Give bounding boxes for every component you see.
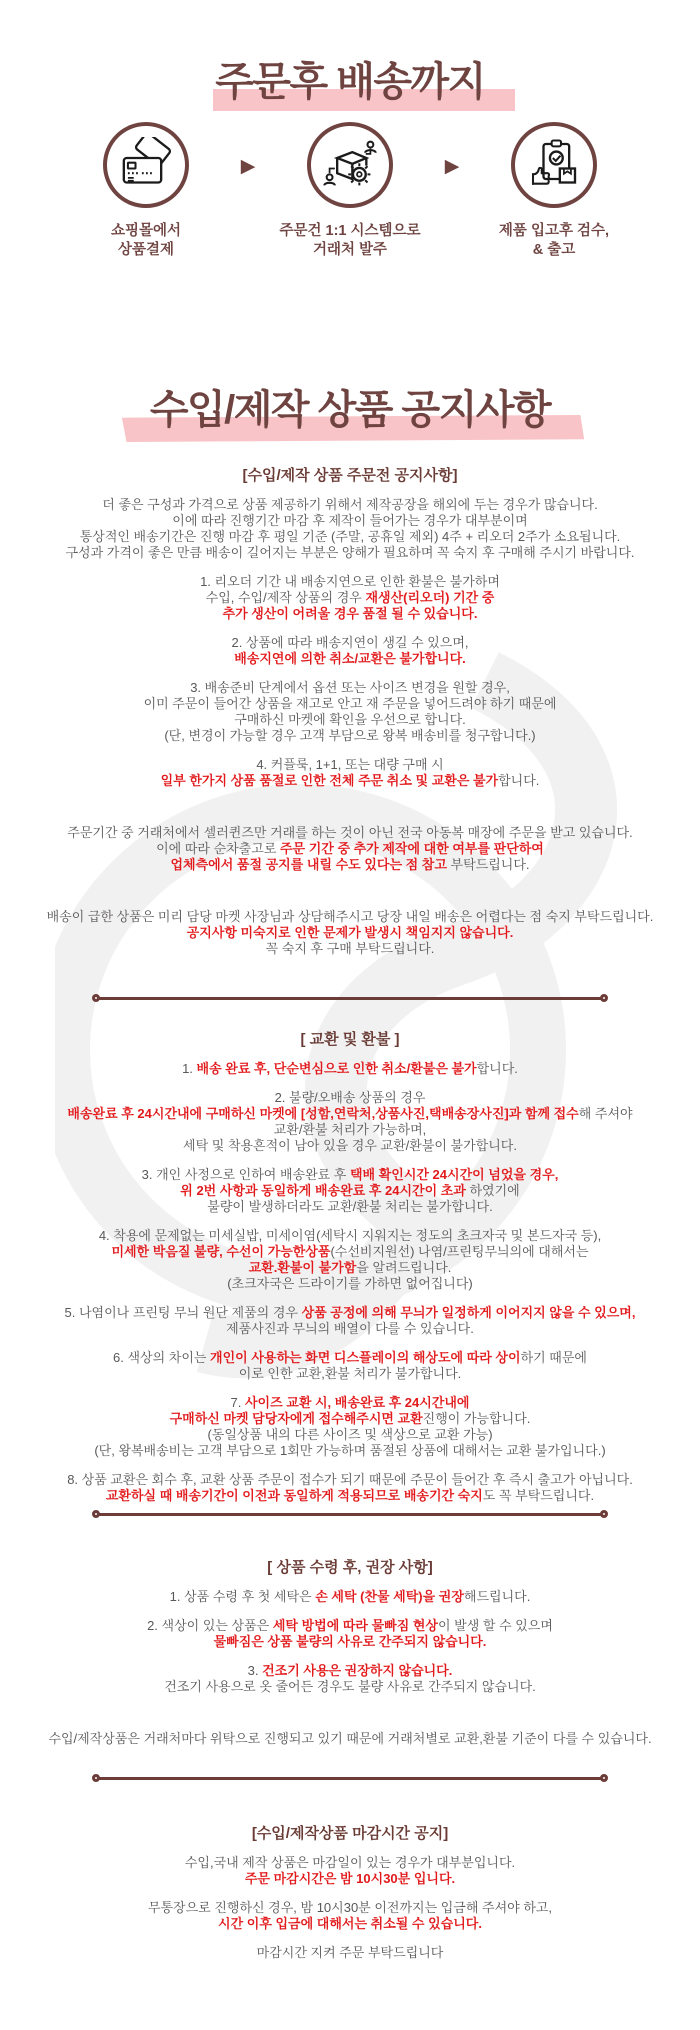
step-label-line: 쇼핑몰에서 [110, 223, 182, 239]
text-segment: 배송지연에 의한 취소/교환은 불가합니다. [234, 651, 466, 666]
notice-line [20, 757, 680, 773]
notice-line [20, 680, 680, 696]
notice-block [20, 1855, 680, 1887]
notice-line [20, 1855, 680, 1871]
section-divider [92, 1774, 608, 1782]
notice-line [20, 1366, 680, 1382]
text-segment: 해드립니다. [463, 1589, 531, 1604]
notice-block [20, 825, 680, 873]
text-segment: (동일상품 내의 다른 사이즈 및 색상으로 교환 가능) [207, 1427, 493, 1442]
arrow-right-icon: ▶ [240, 156, 256, 177]
divider-line [98, 997, 602, 1000]
text-segment: 주문 마감시간은 밤 10시30분 입니다. [244, 1871, 456, 1886]
text-segment: 불량이 발생하더라도 교환/환불 처리는 불가합니다. [207, 1199, 493, 1214]
step-label-line: 제품 입고후 검수, [498, 223, 610, 239]
notice-block [20, 635, 680, 667]
divider-line [98, 1513, 602, 1516]
step-label-line: 상품결제 [117, 242, 175, 258]
notice-line [20, 635, 680, 651]
section-preorder-notice [20, 468, 680, 957]
notice-block [20, 1618, 680, 1650]
text-segment: 공지사항 미숙지로 인한 문제가 발생시 책임지지 않습니다. [186, 925, 514, 940]
notice-line [20, 574, 680, 590]
text-segment: 건조기 사용으로 옷 줄어든 경우도 불량 사유로 간주되지 않습니다. [164, 1679, 536, 1694]
text-segment: 이에 따라 진행기간 마감 후 제작이 들어가는 경우가 대부분이며 [172, 513, 528, 528]
text-segment: 3. [247, 1663, 263, 1678]
text-segment: 상품 공정에 의해 무늬가 일정하게 이어지지 않을 수 있으며, [301, 1305, 636, 1320]
text-segment: 제품사진과 무늬의 배열이 다를 수 있습니다. [226, 1321, 474, 1336]
section-header: [ 상품 수령 후, 권장 사항] [267, 1559, 433, 1576]
text-segment: 3. 개인 사정으로 인하여 배송완료 후 [141, 1167, 350, 1182]
text-segment: 시간 이후 입금에 대해서는 취소될 수 있습니다. [218, 1916, 482, 1931]
text-segment: 2. 상품에 따라 배송지연이 생길 수 있으며, [231, 635, 469, 650]
notice-line [20, 1871, 680, 1887]
step-label-line: 거래처 발주 [312, 242, 388, 258]
notice-line [20, 1411, 680, 1427]
text-segment: 꼭 숙지 후 구매 부탁드립니다. [265, 941, 435, 956]
notice-line [20, 925, 680, 941]
notice-title: 수입/제작 상품 공지사항 [150, 378, 550, 435]
text-segment: 재생산(리오더) 기간 중 [365, 590, 495, 605]
process-header [0, 50, 700, 107]
text-segment: 배송이 급한 상품은 미리 담당 마켓 사장님과 상담해주시고 당장 내일 배송은 어렵다는 점 숙지 부탁드립니다. [46, 909, 654, 924]
notice-line [20, 1900, 680, 1916]
notice-line [20, 1589, 680, 1605]
text-segment: 주문 기간 중 추가 제작에 대한 여부를 판단하여 [279, 841, 544, 856]
notice-line [20, 1090, 680, 1106]
notice-block [20, 1900, 680, 1932]
notice-line [20, 529, 680, 545]
notice-block [20, 1305, 680, 1337]
notice-block [20, 1945, 680, 1961]
notice-line [20, 1395, 680, 1411]
process-title: 주문후 배송까지 [215, 50, 485, 107]
text-segment: 5. 나염이나 프린팅 무늬 원단 제품의 경우 [64, 1305, 302, 1320]
notice-line [20, 545, 680, 561]
text-segment: 1. 상품 수령 후 첫 세탁은 [169, 1589, 316, 1604]
notice-block [20, 1061, 680, 1077]
notice-block [20, 1663, 680, 1695]
process-steps [0, 122, 700, 260]
text-segment: 마감시간 지켜 주문 부탁드립니다 [256, 1945, 444, 1960]
text-segment: 교환.환불이 불가함 [248, 1260, 357, 1275]
notice-line [20, 1488, 680, 1504]
text-segment: 물빠짐은 상품 불량의 사유로 간주되지 않습니다. [213, 1634, 487, 1649]
divider-dot [600, 1774, 608, 1782]
text-segment: 합니다. [476, 1061, 518, 1076]
section-header: [수입/제작상품 마감시간 공지] [251, 1825, 449, 1842]
payment-cards-icon [103, 122, 189, 208]
notice-line [20, 1945, 680, 1961]
notice-line [20, 773, 680, 789]
text-segment: 진행이 가능합니다. [422, 1411, 531, 1426]
text-segment: 2. 불량/오배송 상품의 경우 [274, 1090, 426, 1105]
notice-line [20, 1122, 680, 1138]
text-segment: (단, 변경이 가능할 경우 고객 부담으로 왕복 배송비를 청구합니다.) [164, 728, 536, 743]
notice-line [20, 1427, 680, 1443]
text-segment: (단, 왕복배송비는 고객 부담으로 1회만 가능하며 품절된 상품에 대해서는 교환 불가입니다.) [94, 1443, 606, 1458]
text-segment: 수입/제작상품은 거래처마다 위탁으로 진행되고 있기 때문에 거래처별로 교환,환불 기준이 다를 수 있습니다. [48, 1731, 652, 1746]
text-segment: 더 좋은 구성과 가격으로 상품 제공하기 위해서 제작공장을 해외에 두는 경우가 많습니다. [102, 497, 598, 512]
text-segment: 3. 배송준비 단계에서 옵션 또는 사이즈 변경을 원할 경우, [190, 680, 510, 695]
notice-line [20, 590, 680, 606]
notice-line [20, 1634, 680, 1650]
text-segment: 세탁 및 착용흔적이 남아 있을 경우 교환/환불이 불가합니다. [183, 1138, 517, 1153]
text-segment: 이에 따라 순차출고로 [156, 841, 280, 856]
notice-line [20, 1138, 680, 1154]
notice-line [20, 1276, 680, 1292]
text-segment: 해 주셔야 [578, 1106, 633, 1121]
section-header: [ 교환 및 환불 ] [300, 1031, 400, 1048]
text-segment: 택배 확인시간 24시간이 넘었을 경우, [349, 1167, 559, 1182]
text-segment: 1. [182, 1061, 197, 1076]
notice-block [20, 1228, 680, 1292]
text-segment: 8. 상품 교환은 회수 후, 교환 상품 주문이 접수가 되기 때문에 주문이 들어간 후 즉시 출고가 아닙니다. [67, 1472, 633, 1487]
notice-line [20, 712, 680, 728]
notice-line [20, 1443, 680, 1459]
text-segment: 을 알려드립니다. [356, 1260, 452, 1275]
notice-line [20, 841, 680, 857]
notice-line [20, 1199, 680, 1215]
notice-block [20, 1731, 680, 1747]
notice-line [20, 513, 680, 529]
text-segment: 7. [230, 1395, 245, 1410]
divider-line [98, 1777, 602, 1780]
notice-header [0, 378, 700, 435]
inspection-shipping-icon [511, 122, 597, 208]
notice-block [20, 909, 680, 957]
notice-block [20, 1090, 680, 1154]
text-segment: 주문기간 중 거래처에서 셀러퀸즈만 거래를 하는 것이 아닌 전국 아동복 매장에 주문을 받고 있습니다. [67, 825, 633, 840]
section-exchange-refund [20, 1032, 680, 1504]
notice-line [20, 1618, 680, 1634]
notice-line [20, 696, 680, 712]
notice-line [20, 1472, 680, 1488]
text-segment: 배송 완료 후, 단순변심으로 인한 취소/환불은 불가 [196, 1061, 477, 1076]
text-segment: 합니다. [498, 773, 540, 788]
notice-line [20, 825, 680, 841]
text-segment: 교환/환불 처리가 가능하며, [273, 1122, 427, 1137]
notice-line [20, 1916, 680, 1932]
text-segment: 무통장으로 진행하신 경우, 밤 10시30분 이전까지는 입금해 주셔야 하고, [147, 1900, 553, 1915]
step-label [261, 222, 439, 260]
process-step-inspection [465, 122, 643, 260]
text-segment: 수입,국내 제작 상품은 마감일이 있는 경우가 대부분입니다. [184, 1855, 516, 1870]
text-segment: 이로 인한 교환,환불 처리가 불가합니다. [238, 1366, 462, 1381]
section-deadline-notice [20, 1826, 680, 1961]
text-segment: 부탁드립니다. [446, 857, 530, 872]
text-segment: 하였기에 [465, 1183, 520, 1198]
order-system-icon [307, 122, 393, 208]
notice-block [20, 680, 680, 744]
divider-dot [600, 1510, 608, 1518]
notice-line [20, 1321, 680, 1337]
notice-line [20, 1731, 680, 1747]
text-segment: 6. 색상의 차이는 [113, 1350, 211, 1365]
notice-block [20, 1589, 680, 1605]
text-segment: 개인이 사용하는 화면 디스플레이의 해상도에 따라 상이 [210, 1350, 521, 1365]
notice-block [20, 1350, 680, 1382]
step-label-line: & 출고 [532, 242, 576, 258]
notice-block [20, 497, 680, 561]
notice-line [20, 941, 680, 957]
text-segment: 4. 착용에 문제없는 미세실밥, 미세이염(세탁시 지워지는 정도의 초크자국 및 본드자국 등), [98, 1228, 602, 1243]
notice-block [20, 757, 680, 789]
text-segment: 구성과 가격이 좋은 만큼 배송이 길어지는 부분은 양해가 필요하며 꼭 숙지 후 구매해 주시기 바랍니다. [65, 545, 635, 560]
notice-block [20, 1167, 680, 1215]
text-segment: 위 2번 사항과 동일하게 배송완료 후 24시간이 초과 [180, 1183, 466, 1198]
notice-line [20, 1061, 680, 1077]
step-label [57, 222, 235, 260]
arrow-right-icon: ▶ [444, 156, 460, 177]
text-segment: 건조기 사용은 권장하지 않습니다. [262, 1663, 453, 1678]
text-segment: 교환하실 때 배송기간이 이전과 동일하게 적용되므로 배송기간 숙지 [105, 1488, 483, 1503]
text-segment: (초크자국은 드라이기를 가하면 없어집니다) [227, 1276, 473, 1291]
notice-line [20, 1663, 680, 1679]
text-segment: 도 꼭 부탁드립니다. [482, 1488, 595, 1503]
section-header: [수입/제작 상품 주문전 공지사항] [242, 467, 458, 484]
notice-line [20, 1305, 680, 1321]
notice-line [20, 909, 680, 925]
notice-line [20, 1260, 680, 1276]
text-segment: 미세한 박음질 불량, 수선이 가능한상품 [111, 1244, 331, 1259]
step-label-line: 주문건 1:1 시스템으로 [279, 223, 421, 239]
notice-line [20, 1350, 680, 1366]
notice-block [20, 574, 680, 622]
text-segment: 사이즈 교환 시, 배송완료 후 24시간내에 [244, 1395, 470, 1410]
text-segment: 구매하신 마켓 담당자에게 접수해주시면 교환 [169, 1411, 423, 1426]
text-segment: 손 세탁 (찬물 세탁)을 권장 [315, 1589, 464, 1604]
notice-block [20, 1472, 680, 1504]
notice-line [20, 1228, 680, 1244]
text-segment: 배송완료 후 24시간내에 구매하신 마켓에 [성함,연락처,상품사진,택배송장사진]과 함께 접수 [67, 1106, 579, 1121]
process-step-payment [57, 122, 235, 260]
text-segment: 이미 주문이 들어간 상품을 재고로 안고 재 주문을 넣어드려야 하기 때문에 [143, 696, 557, 711]
notice-line [20, 857, 680, 873]
text-segment: 2. 색상이 있는 상품은 [147, 1618, 273, 1633]
text-segment: 4. 커플룩, 1+1, 또는 대량 구매 시 [256, 757, 444, 772]
text-segment: 이 발생 할 수 있으며 [438, 1618, 553, 1633]
text-segment: 일부 한가지 상품 품절로 인한 전체 주문 취소 및 교환은 불가 [160, 773, 499, 788]
notice-line [20, 728, 680, 744]
divider-dot [600, 994, 608, 1002]
section-divider [92, 1510, 608, 1518]
notice-line [20, 1167, 680, 1183]
section-divider [92, 994, 608, 1002]
text-segment: 하기 때문에 [520, 1350, 587, 1365]
notice-line [20, 606, 680, 622]
notice-line [20, 1244, 680, 1260]
step-label [465, 222, 643, 260]
text-segment: 1. 리오더 기간 내 배송지연으로 인한 환불은 불가하며 [200, 574, 500, 589]
process-step-order-system [261, 122, 439, 260]
section-care-recommendation [20, 1560, 680, 1747]
text-segment: 수입, 수입/제작 상품의 경우 [205, 590, 366, 605]
text-segment: 추가 생산이 어려울 경우 품절 될 수 있습니다. [222, 606, 478, 621]
text-segment: 업체측에서 품절 공지를 내릴 수도 있다는 점 참고 [170, 857, 447, 872]
notice-line [20, 651, 680, 667]
text-segment: 구매하신 마켓에 확인을 우선으로 합니다. [234, 712, 466, 727]
notice-line [20, 1106, 680, 1122]
text-segment: (수선비지원선) 나염/프린팅무늬의에 대해서는 [330, 1244, 589, 1259]
notice-line [20, 497, 680, 513]
notice-line [20, 1679, 680, 1695]
text-segment: 통상적인 배송기간은 진행 마감 후 평일 기준 (주말, 공휴일 제외) 4주 + 리오더 2주가 소요됩니다. [79, 529, 621, 544]
notice-block [20, 1395, 680, 1459]
notice-line [20, 1183, 680, 1199]
text-segment: 세탁 방법에 따라 물빠짐 현상 [272, 1618, 438, 1633]
